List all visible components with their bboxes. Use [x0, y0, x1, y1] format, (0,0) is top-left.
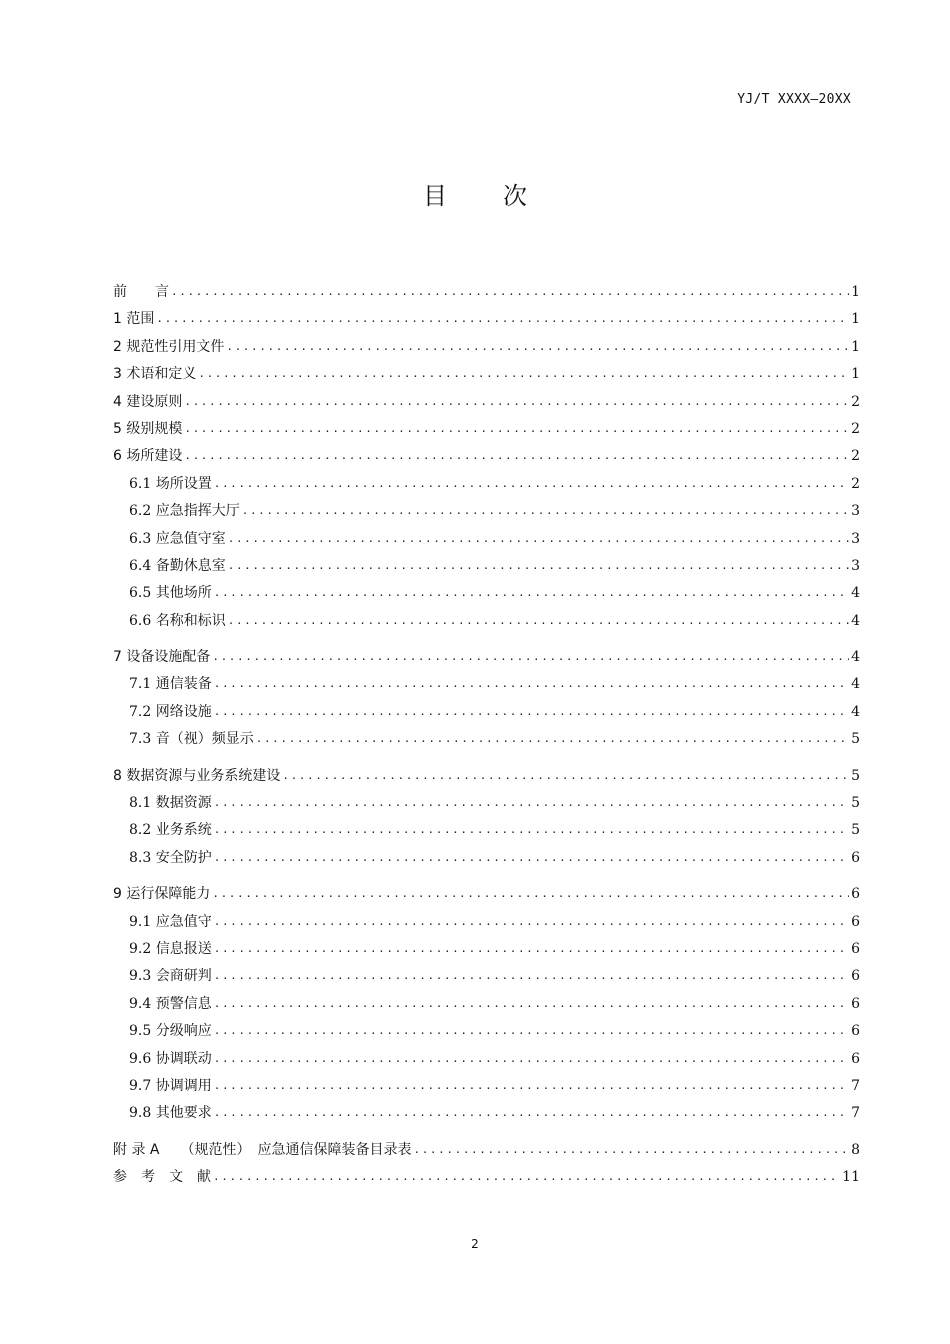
- toc-entry-label: 4 建设原则: [113, 393, 183, 410]
- toc-entry-label: 6.5 其他场所: [129, 585, 212, 602]
- toc-entry-page: 6: [851, 968, 860, 985]
- toc-leader-dots: [214, 966, 849, 986]
- toc-entry[interactable]: [113, 282, 860, 309]
- toc-entry-label: 6 场所建设: [113, 448, 183, 465]
- toc-entry-page: 1: [851, 366, 860, 383]
- toc-entry[interactable]: [113, 1076, 860, 1103]
- toc-entry-label: 8.2 业务系统: [129, 822, 212, 839]
- toc-leader-dots: [214, 939, 849, 959]
- toc-entry-label: 附 录 A （规范性） 应急通信保障装备目录表: [113, 1141, 412, 1158]
- toc-entry-page: 1: [851, 311, 860, 328]
- toc-entry-page: 6: [851, 849, 860, 866]
- toc-leader-dots: [214, 583, 849, 603]
- toc-leader-dots: [226, 337, 849, 357]
- toc-entry-label: 9.8 其他要求: [129, 1105, 212, 1122]
- toc-entry-page: 7: [851, 1077, 860, 1094]
- toc-entry-page: 11: [842, 1169, 860, 1186]
- toc-entry-label: 7.2 网络设施: [129, 703, 212, 720]
- toc-entry[interactable]: [113, 647, 860, 674]
- toc-entry[interactable]: [113, 501, 860, 528]
- toc-leader-dots: [282, 766, 849, 786]
- table-of-contents: [113, 282, 860, 1195]
- toc-entry[interactable]: [113, 337, 860, 364]
- toc-leader-dots: [156, 309, 849, 329]
- toc-leader-dots: [214, 1049, 849, 1069]
- toc-entry-label: 参 考 文 献: [113, 1169, 211, 1186]
- toc-entry[interactable]: [113, 966, 860, 993]
- toc-entry-page: 5: [851, 767, 860, 784]
- toc-entry-page: 3: [851, 530, 860, 547]
- toc-leader-dots: [214, 702, 849, 722]
- toc-leader-dots: [184, 446, 849, 466]
- toc-entry-page: 1: [851, 284, 860, 300]
- toc-entry[interactable]: [113, 474, 860, 501]
- toc-entry[interactable]: [113, 1103, 860, 1130]
- toc-entry-page: 5: [851, 731, 860, 748]
- toc-leader-dots: [212, 647, 849, 667]
- toc-entry[interactable]: [113, 556, 860, 583]
- toc-entry-label: 3 术语和定义: [113, 366, 197, 383]
- toc-entry-label: 6.2 应急指挥大厅: [129, 503, 240, 520]
- toc-entry-label: 9.1 应急值守: [129, 913, 212, 930]
- toc-entry-label: 6.6 名称和标识: [129, 612, 226, 629]
- toc-entry[interactable]: [113, 446, 860, 473]
- toc-entry-page: 4: [851, 676, 860, 693]
- toc-entry[interactable]: [113, 820, 860, 847]
- toc-leader-dots: [214, 994, 849, 1014]
- toc-leader-dots: [214, 848, 849, 868]
- toc-entry-label: 8.1 数据资源: [129, 795, 212, 812]
- toc-leader-dots: [242, 501, 849, 521]
- toc-entry-page: 2: [851, 448, 860, 465]
- document-code: YJ/T XXXX—20XX: [737, 92, 851, 107]
- toc-entry[interactable]: [113, 364, 860, 391]
- toc-leader-dots: [212, 884, 849, 904]
- toc-entry-page: 1: [851, 338, 860, 355]
- toc-entry[interactable]: [113, 529, 860, 556]
- page-number: 2: [471, 1237, 479, 1251]
- toc-entry-label: 8.3 安全防护: [129, 849, 212, 866]
- toc-entry-page: 4: [851, 612, 860, 629]
- toc-entry-page: 6: [851, 886, 860, 903]
- toc-entry-label: 6.3 应急值守室: [129, 530, 226, 547]
- toc-entry-page: 7: [851, 1105, 860, 1122]
- toc-entry-page: 3: [851, 503, 860, 520]
- toc-entry-label: 2 规范性引用文件: [113, 338, 225, 355]
- toc-title: [0, 176, 950, 211]
- toc-entry[interactable]: [113, 611, 860, 638]
- toc-leader-dots: [214, 1021, 849, 1041]
- toc-entry[interactable]: [113, 1021, 860, 1048]
- toc-entry-page: 5: [851, 822, 860, 839]
- toc-leader-dots: [184, 419, 849, 439]
- toc-entry-page: 2: [851, 420, 860, 437]
- toc-entry-page: 6: [851, 995, 860, 1012]
- toc-entry-label: 9 运行保障能力: [113, 886, 211, 903]
- toc-leader-dots: [214, 820, 849, 840]
- toc-title-char-2: 次: [503, 182, 527, 210]
- toc-entry-label: 7.1 通信装备: [129, 676, 212, 693]
- toc-entry[interactable]: [113, 419, 860, 446]
- toc-leader-dots: [198, 364, 849, 384]
- toc-leader-dots: [213, 1167, 840, 1187]
- toc-entry[interactable]: [113, 1167, 860, 1194]
- toc-entry[interactable]: [113, 884, 860, 911]
- toc-leader-dots: [228, 611, 849, 631]
- toc-leader-dots: [214, 1076, 849, 1096]
- toc-entry-label: 9.4 预警信息: [129, 995, 212, 1012]
- toc-entry-label: 9.5 分级响应: [129, 1023, 212, 1040]
- toc-entry-label: 9.3 会商研判: [129, 968, 212, 985]
- toc-entry-page: 8: [851, 1141, 860, 1158]
- toc-entry[interactable]: [113, 583, 860, 610]
- toc-entry[interactable]: [113, 793, 860, 820]
- toc-entry-page: 4: [851, 703, 860, 720]
- toc-leader-dots: [184, 392, 849, 412]
- toc-leader-dots: [214, 793, 849, 813]
- toc-title-char-1: 目: [423, 182, 447, 210]
- toc-entry-label: 1 范围: [113, 311, 155, 328]
- toc-entry-label: 5 级别规模: [113, 420, 183, 437]
- toc-entry-page: 2: [851, 393, 860, 410]
- toc-entry-label: 6.4 备勤休息室: [129, 557, 226, 574]
- toc-entry-page: 5: [851, 795, 860, 812]
- toc-entry-page: 6: [851, 1050, 860, 1067]
- toc-entry[interactable]: [113, 392, 860, 419]
- toc-entry-label: 7 设备设施配备: [113, 649, 211, 666]
- toc-entry[interactable]: [113, 848, 860, 875]
- toc-leader-dots: [214, 912, 849, 932]
- toc-entry[interactable]: [113, 309, 860, 336]
- toc-entry[interactable]: [113, 1049, 860, 1076]
- toc-entry-page: 6: [851, 913, 860, 930]
- toc-leader-dots: [171, 282, 849, 302]
- toc-entry-page: 6: [851, 940, 860, 957]
- toc-entry-label: 9.7 协调调用: [129, 1077, 212, 1094]
- toc-entry-label: 9.2 信息报送: [129, 940, 212, 957]
- toc-entry-label: 9.6 协调联动: [129, 1050, 212, 1067]
- toc-leader-dots: [256, 729, 849, 749]
- toc-entry[interactable]: [113, 1140, 860, 1167]
- toc-entry-page: 4: [851, 649, 860, 666]
- toc-leader-dots: [228, 529, 849, 549]
- toc-entry[interactable]: [113, 912, 860, 939]
- toc-entry-label: 7.3 音（视）频显示: [129, 731, 254, 748]
- toc-entry[interactable]: [113, 674, 860, 701]
- toc-entry-page: 3: [851, 557, 860, 574]
- toc-entry-page: 4: [851, 585, 860, 602]
- toc-entry-label: 前 言: [113, 284, 169, 300]
- toc-entry-page: 6: [851, 1023, 860, 1040]
- toc-leader-dots: [228, 556, 849, 576]
- toc-entry-page: 2: [851, 475, 860, 492]
- toc-entry[interactable]: [113, 702, 860, 729]
- toc-entry-label: 8 数据资源与业务系统建设: [113, 767, 281, 784]
- toc-entry-label: 6.1 场所设置: [129, 475, 212, 492]
- toc-entry[interactable]: [113, 766, 860, 793]
- toc-leader-dots: [413, 1140, 849, 1160]
- toc-entry[interactable]: [113, 729, 860, 756]
- toc-entry[interactable]: [113, 939, 860, 966]
- toc-leader-dots: [214, 474, 849, 494]
- toc-leader-dots: [214, 674, 849, 694]
- toc-entry[interactable]: [113, 994, 860, 1021]
- toc-leader-dots: [214, 1103, 849, 1123]
